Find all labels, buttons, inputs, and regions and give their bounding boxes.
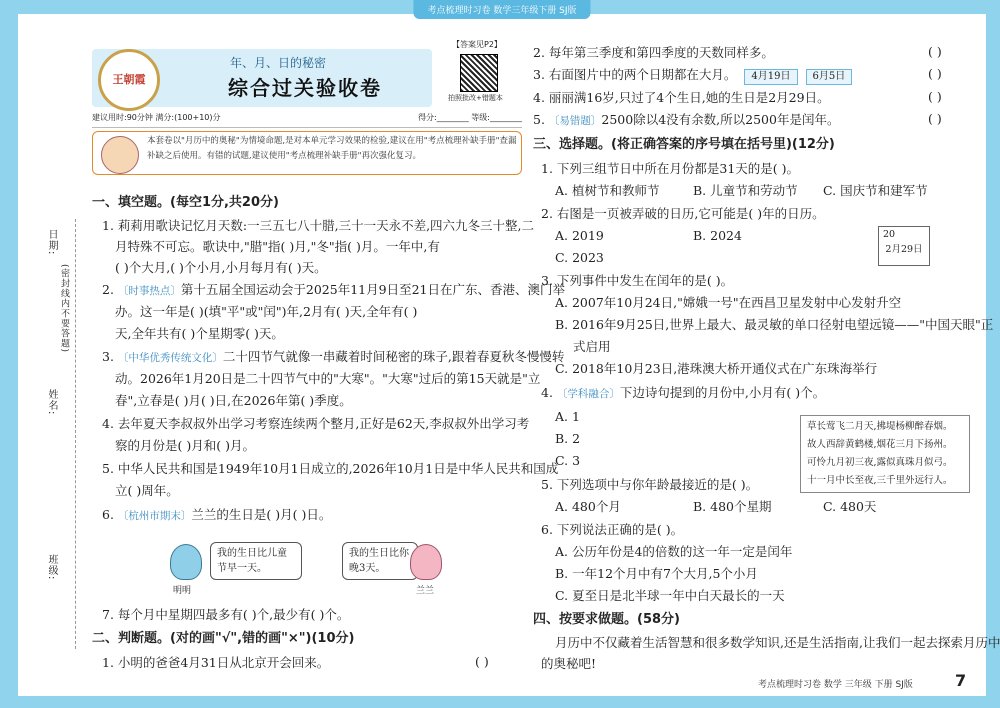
- c5-line: 5. 下列选项中与你年龄最接近的是( )。: [541, 477, 759, 492]
- c2-opt-b: B. 2024: [693, 228, 742, 243]
- seal-note: (密封线内不要答题): [59, 264, 69, 354]
- q5-line1: 5. 中华人民共和国是1949年10月1日成立的,2026年10月1日是中华人民共和国成: [102, 461, 559, 476]
- c6-opt-b: B. 一年12个月中有7个大月,5个小月: [555, 566, 758, 581]
- poem-line-2: 故人西辞黄鹤楼,烟花三月下扬州。: [807, 439, 953, 450]
- c3-opt-b-cont: 式启用: [573, 339, 611, 354]
- q2-line3: 天,全年共有( )个星期零( )天。: [115, 326, 284, 341]
- speech-bubble-1: 我的生日比儿童节早一天。: [210, 542, 302, 580]
- j1-line: 1. 小明的爸爸4月31日从北京开会回来。: [102, 655, 330, 670]
- section2-heading: 二、判断题。(对的画"√",错的画"×")(10分): [92, 631, 355, 646]
- c4-line: 4. 〔学科融合〕下边诗句提到的月份中,小月有( )个。: [541, 385, 826, 400]
- q3-line3: 春",立春是( )月( )日,在2026年第( )季度。: [115, 393, 352, 408]
- girl-figure-icon: [410, 544, 442, 580]
- section3-heading: 三、选择题。(将正确答案的序号填在括号里)(12分): [533, 137, 835, 152]
- j5-answer-blank[interactable]: ( ): [928, 111, 942, 126]
- unit-subtitle: 年、月、日的秘密: [230, 56, 327, 70]
- c4-tag: 〔学科融合〕: [556, 388, 620, 400]
- qr-caption: 拍照批改+错题本: [448, 94, 503, 102]
- j5-text: 2500除以4没有余数,所以2500年是闰年。: [601, 112, 840, 127]
- exam-page: [18, 6, 1000, 696]
- q3-line2: 动。2026年1月20日是二十四节气中的"大寒"。"大寒"过后的第15天就是"立: [115, 371, 541, 386]
- seal-line: [75, 219, 76, 649]
- teacher-avatar-icon: [101, 136, 139, 174]
- section4-heading: 四、按要求做题。(58分): [533, 612, 680, 627]
- poem-box: [800, 415, 970, 493]
- c4-opt-b: B. 2: [555, 431, 581, 446]
- c2-opt-a: A. 2019: [555, 228, 604, 243]
- intro-box: [92, 131, 522, 175]
- kid1-name: 明明: [173, 586, 192, 596]
- class-label: 班级:: [46, 554, 57, 581]
- date-tag-2: 6月5日: [806, 69, 853, 85]
- q2-tag: 〔时事热点〕: [117, 285, 181, 297]
- meta-row: [92, 112, 522, 128]
- j1-answer-blank[interactable]: ( ): [475, 654, 489, 669]
- c3-opt-b: B. 2016年9月25日,世界上最大、最灵敏的单口径射电望远镜——"中国天眼"正: [555, 317, 994, 332]
- page-number: 7: [955, 671, 967, 690]
- c2-opt-c: C. 2023: [555, 250, 604, 265]
- q2-line2: 办。这一年是( )(填"平"或"闰")年,2月有( )天,全年有( ): [115, 304, 418, 319]
- answer-reference: 【答案见P2】: [452, 40, 502, 49]
- date-label: 日期:: [46, 229, 57, 256]
- c1-opt-b: B. 儿童节和劳动节: [693, 183, 798, 198]
- q7-line: 7. 每个月中星期四最多有( )个,最少有( )个。: [102, 607, 350, 622]
- q3-text: 二十四节气就像一串藏着时间秘密的珠子,跟着春夏秋冬慢慢转: [222, 349, 565, 364]
- banner: 考点梳理时习卷 数学三年级下册 SJ版: [413, 0, 590, 19]
- q2-line1: 2. 〔时事热点〕第十五届全国运动会于2025年11月9日至21日在广东、香港、澳门举: [102, 282, 565, 297]
- q1-line1: 1. 莉莉用歌诀记忆月天数:一三五七八十腊,三十一天永不差,四六九冬三十整,二: [102, 218, 535, 233]
- time-score: 建议用时:90分钟 满分:(100+10)分: [92, 113, 221, 122]
- boy-figure-icon: [170, 544, 202, 580]
- c6-line: 6. 下列说法正确的是( )。: [541, 522, 684, 537]
- j3-text: 3. 右面图片中的两个日期都在大月。: [533, 67, 737, 82]
- j2-line: 2. 每年第三季度和第四季度的天数同样多。: [533, 45, 774, 60]
- j5-tag: 〔易错题〕: [548, 115, 602, 127]
- c6-opt-a: A. 公历年份是4的倍数的这一年一定是闰年: [555, 544, 793, 559]
- c3-opt-c: C. 2018年10月23日,港珠澳大桥开通仪式在广东珠海举行: [555, 361, 878, 376]
- qr-code-icon[interactable]: [460, 54, 498, 92]
- page-title: 综合过关验收卷: [228, 76, 382, 100]
- kid2-name: 兰兰: [416, 586, 435, 596]
- j5-line: 5. 〔易错题〕2500除以4没有余数,所以2500年是闰年。: [533, 112, 840, 127]
- c5-opt-b: B. 480个星期: [693, 499, 772, 514]
- j3-line: [533, 66, 852, 85]
- c2-line: 2. 右图是一页被弄破的日历,它可能是( )年的日历。: [541, 206, 825, 221]
- q2-text: 第十五届全国运动会于2025年11月9日至21日在广东、香港、澳门举: [180, 282, 565, 297]
- j3-answer-blank[interactable]: ( ): [928, 66, 942, 81]
- s4-intro-line1: 月历中不仅藏着生活智慧和很多数学知识,还是生活指南,让我们一起去探索月历中: [555, 635, 1000, 650]
- torn-calendar-page: [878, 226, 930, 266]
- calendar-year: 20: [883, 229, 896, 240]
- c6-opt-c: C. 夏至日是北半球一年中白天最长的一天: [555, 588, 785, 603]
- c1-opt-c: C. 国庆节和建军节: [823, 183, 928, 198]
- q3-tag: 〔中华优秀传统文化〕: [117, 352, 223, 364]
- c3-opt-a: A. 2007年10月24日,"嫦娥一号"在西昌卫星发射中心发射升空: [555, 295, 902, 310]
- j4-answer-blank[interactable]: ( ): [928, 89, 942, 104]
- q3-line1: 3. 〔中华优秀传统文化〕二十四节气就像一串藏着时间秘密的珠子,跟着春夏秋冬慢慢转: [102, 349, 565, 364]
- q4-line2: 察的月份是( )月和( )月。: [115, 438, 255, 453]
- intro-text: 本套卷以"月历中的奥秘"为情境命题,是对本单元学习效果的检验,建议在用"考点梳理补缺手册"查漏补缺之后使用。有错的试题,建议使用"考点梳理补缺手册"再次强化复习。: [147, 136, 517, 161]
- c3-line: 3. 下列事件中发生在闰年的是( )。: [541, 273, 734, 288]
- binding-margin: [36, 219, 76, 659]
- q5-line2: 立( )周年。: [115, 483, 179, 498]
- poem-line-1: 草长莺飞二月天,拂堤杨柳醉春烟。: [807, 421, 953, 432]
- c4-opt-c: C. 3: [555, 453, 581, 468]
- section1-heading: 一、填空题。(每空1分,共20分): [92, 195, 279, 210]
- j4-line: 4. 丽丽满16岁,只过了4个生日,她的生日是2月29日。: [533, 90, 830, 105]
- q6-text: 兰兰的生日是( )月( )日。: [191, 507, 332, 522]
- poem-line-4: 十一月中长至夜,三千里外远行人。: [807, 475, 953, 486]
- s4-intro-line2: 的奥秘吧!: [541, 656, 597, 671]
- poem-line-3: 可怜九月初三夜,露似真珠月似弓。: [807, 457, 953, 468]
- score-grade: 得分:________ 等级:________: [418, 113, 522, 122]
- calendar-date: 2月29日: [885, 244, 923, 255]
- c4-text: 下边诗句提到的月份中,小月有( )个。: [619, 385, 826, 400]
- speech-bubble-2: 我的生日比你晚3天。: [342, 542, 418, 580]
- q1-line3: ( )个大月,( )个小月,小月每月有( )天。: [115, 260, 327, 275]
- name-label: 姓名:: [46, 389, 57, 416]
- q1-line2: 月特殊不可忘。歌诀中,"腊"指( )月,"冬"指( )月。一年中,有: [115, 239, 440, 254]
- j2-answer-blank[interactable]: ( ): [928, 44, 942, 59]
- q4-line1: 4. 去年夏天李叔叔外出学习考察连续两个整月,正好是62天,李叔叔外出学习考: [102, 416, 530, 431]
- c5-opt-a: A. 480个月: [555, 499, 621, 514]
- q6-tag: 〔杭州市期末〕: [117, 510, 192, 522]
- c4-opt-a: A. 1: [555, 409, 580, 424]
- date-tag-1: 4月19日: [744, 69, 797, 85]
- c5-opt-c: C. 480天: [823, 499, 877, 514]
- page-footer: 考点梳理时习卷 数学 三年级 下册 SJ版: [758, 680, 913, 690]
- c1-opt-a: A. 植树节和教师节: [555, 183, 660, 198]
- q6-line: 6. 〔杭州市期末〕兰兰的生日是( )月( )日。: [102, 507, 332, 522]
- c1-line: 1. 下列三组节日中所在月份都是31天的是( )。: [541, 161, 800, 176]
- brand-logo: 王朝霞: [98, 49, 160, 111]
